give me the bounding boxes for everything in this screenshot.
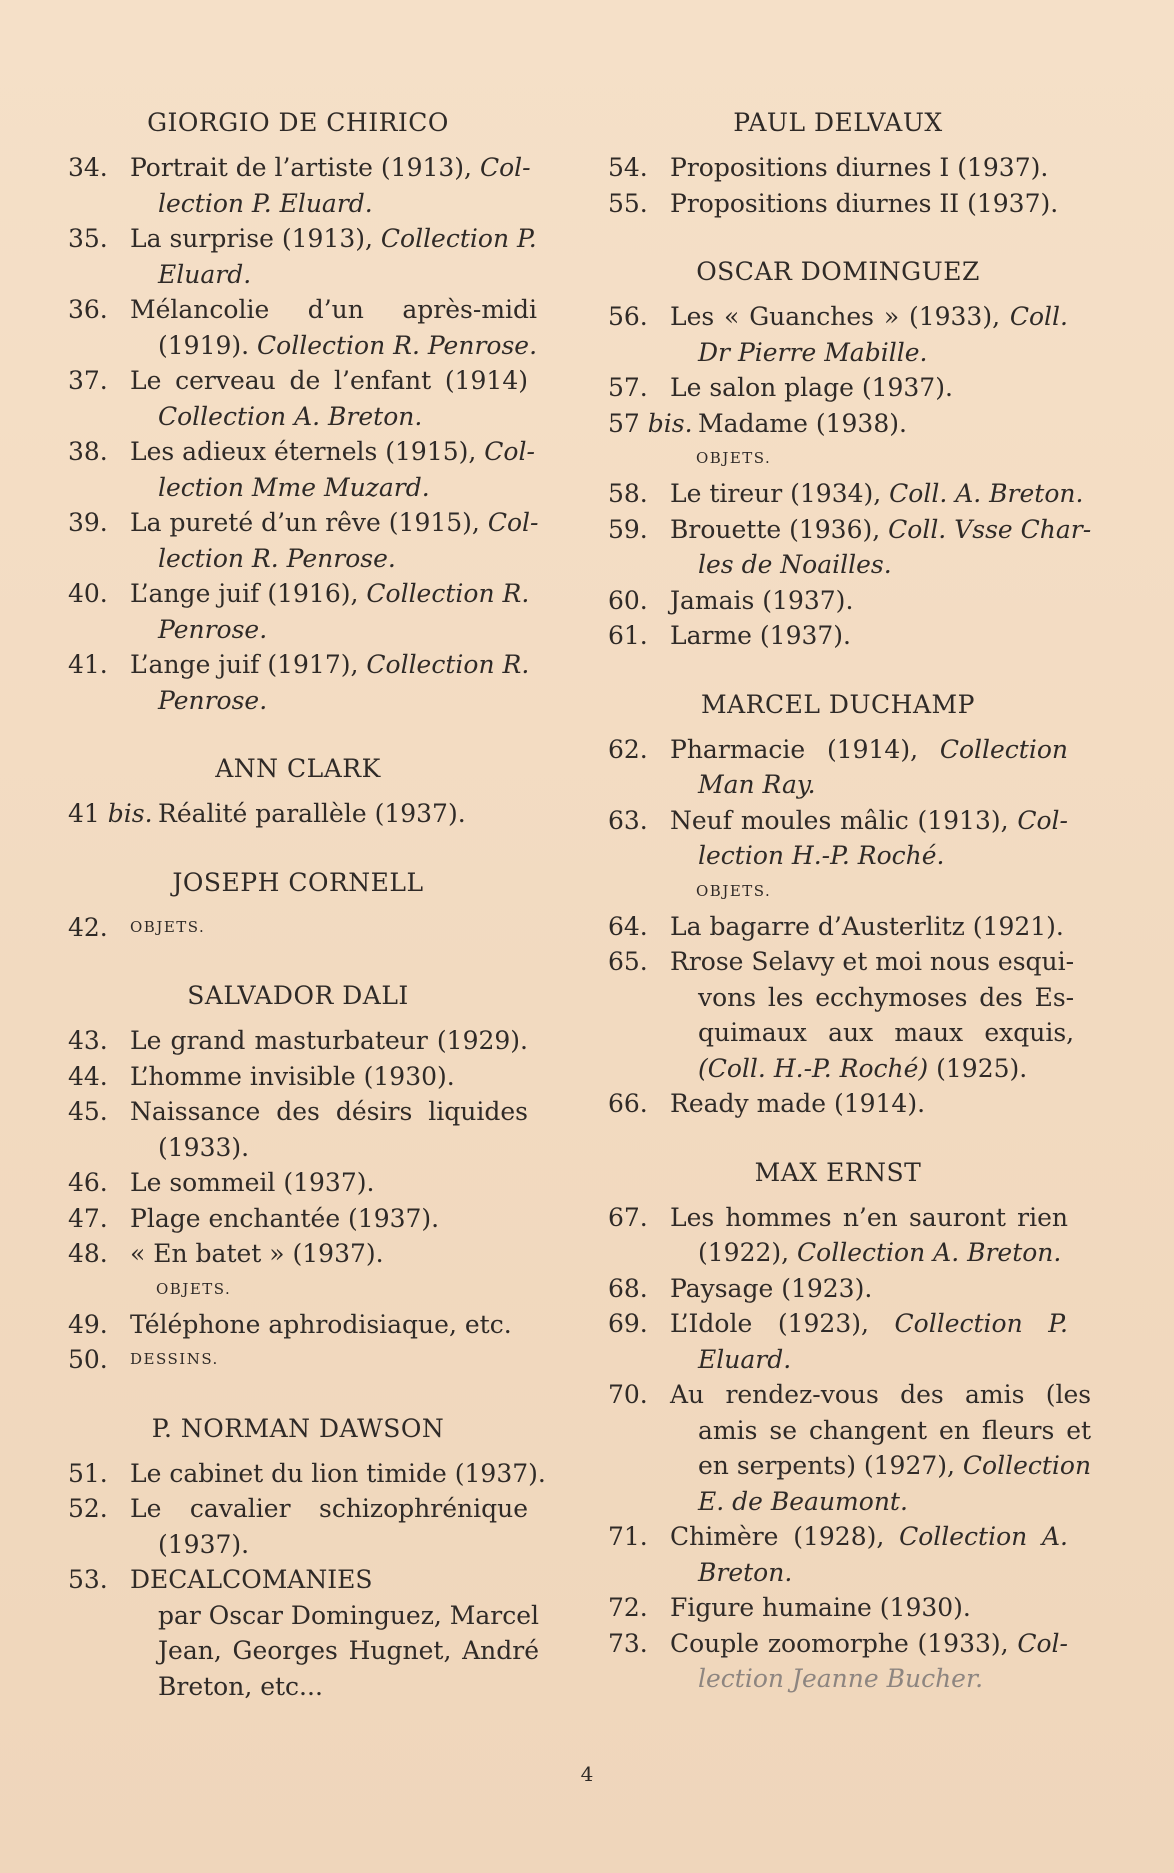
- right-column: [608, 108, 1092, 1697]
- left-column: [68, 108, 546, 1704]
- catalogue-entry: 44. L’homme invisible (1930).: [68, 1061, 455, 1091]
- catalogue-entry: 39. La pureté d’un rêve (1915), Col- lection R. Penrose.: [68, 505, 528, 576]
- catalogue-entry: 59. Brouette (1936), Coll. Vsse Char- les de Noailles.: [608, 514, 1092, 579]
- catalogue-entry: 52. Le cavalier schizophrénique (1937).: [68, 1494, 528, 1559]
- catalogue-entry: 69. L’Idole (1923), Collection P. Eluard.: [608, 1309, 1069, 1374]
- catalogue-entry: 41. L’ange juif (1917), Collection R. Penrose.: [68, 647, 528, 718]
- catalogue-entry: 72. Figure humaine (1930).: [608, 1593, 971, 1622]
- entry-number: 40.: [68, 579, 108, 608]
- catalogue-entry: 70. Au rendez-vous des amis (les amis se changent en fleurs et en serpents) (1927), Collection E. de Beaumont.: [608, 1380, 1092, 1516]
- catalogue-entry: 49. Téléphone aphrodisiaque, etc.: [68, 1309, 512, 1339]
- section-label: OBJETS.: [696, 881, 772, 900]
- catalogue-entry: 36. Mélancolie d’un après-midi (1919). Collection R. Penrose.: [68, 292, 528, 363]
- catalogue-entry: 68. Paysage (1923).: [608, 1273, 873, 1303]
- section-label: OBJETS.: [696, 449, 772, 467]
- artist-heading: JOSEPH CORNELL: [172, 867, 424, 897]
- catalogue-entry: 37. Le cerveau de l’enfant (1914) Collection A. Breton.: [68, 363, 528, 434]
- catalogue-entry: 41 bis. Réalité parallèle (1937).: [68, 796, 528, 832]
- artist-heading: MARCEL DUCHAMP: [701, 689, 975, 719]
- catalogue-entry: 50. DESSINS.: [68, 1345, 219, 1374]
- catalogue-entry: 53. DECALCOMANIES par Oscar Dominguez, Marcel Jean, Georges Hugnet, André Breton, etc...: [68, 1565, 540, 1701]
- catalogue-entry: 65. Rrose Selavy et moi nous esqui- vons les ecchymoses des Es- quimaux aux maux exquis, (Coll. H.-P. Roché) (1925).: [608, 947, 1075, 1083]
- section-label: OBJETS.: [156, 1279, 232, 1298]
- catalogue-entry: 51. Le cabinet du lion timide (1937).: [68, 1458, 546, 1488]
- catalogue-entry: 43. Le grand masturbateur (1929).: [68, 1026, 528, 1055]
- catalogue-entry: 67. Les hommes n’en sauront rien (1922), Collection A. Breton.: [608, 1202, 1068, 1267]
- catalogue-entry: 35. La surprise (1913), Collection P. Eluard.: [68, 221, 528, 292]
- artist-heading: OSCAR DOMINGUEZ: [696, 257, 980, 286]
- catalogue-entry: 71. Chimère (1928), Collection A. Breton.: [608, 1522, 1068, 1587]
- catalogue-entry: 38. Les adieux éternels (1915), Col- lection Mme Muzard.: [68, 434, 528, 505]
- catalogue-entry: 63. Neuf moules mâlic (1913), Col- lection H.-P. Roché.: [608, 805, 1068, 870]
- entry-number: 38.: [68, 437, 108, 466]
- entry-number: 41.: [68, 650, 108, 679]
- catalogue-entry: 56. Les « Guanches » (1933), Coll. Dr Pierre Mabille.: [608, 302, 1068, 367]
- catalogue-entry: 55. Propositions diurnes II (1937).: [608, 188, 1059, 218]
- catalogue-entry: 34. Portrait de l’artiste (1913), Col- lection P. Eluard.: [68, 150, 528, 221]
- entry-number: 39.: [68, 508, 108, 537]
- artist-heading: SALVADOR DALI: [187, 981, 409, 1010]
- catalogue-entry: 42. OBJETS.: [68, 910, 528, 946]
- catalogue-entry: 45. Naissance des désirs liquides (1933).: [68, 1097, 528, 1162]
- entry-number: 35.: [68, 224, 108, 253]
- catalogue-entry: 73. Couple zoomorphe (1933), Col- lection Jeanne Bucher.: [608, 1628, 1068, 1693]
- catalogue-entry: 58. Le tireur (1934), Coll. A. Breton.: [608, 479, 1084, 508]
- catalogue-entry: 48. « En batet » (1937).: [68, 1239, 384, 1268]
- entry-number: 42.: [68, 912, 108, 942]
- entry-number: 41 bis.: [68, 799, 153, 828]
- artist-heading: GIORGIO DE CHIRICO: [147, 108, 449, 137]
- catalogue-entry: 64. La bagarre d’Austerlitz (1921).: [608, 911, 1064, 941]
- artist-heading: ANN CLARK: [215, 754, 381, 783]
- catalogue-entry: 47. Plage enchantée (1937).: [68, 1203, 440, 1233]
- catalogue-entry: 54. Propositions diurnes I (1937).: [608, 153, 1049, 182]
- catalogue-entry: 60. Jamais (1937).: [608, 585, 854, 615]
- artist-heading: P. NORMAN DAWSON: [151, 1413, 445, 1443]
- catalogue-entry: 66. Ready made (1914).: [608, 1089, 926, 1118]
- catalogue-entry: 62. Pharmacie (1914), Collection Man Ray.: [608, 734, 1068, 799]
- artist-heading: MAX ERNST: [754, 1157, 922, 1187]
- catalogue-entry: 61. Larme (1937).: [608, 621, 851, 650]
- entry-number: 37.: [68, 366, 108, 395]
- entry-number: 34.: [68, 153, 108, 182]
- catalogue-entry: 46. Le sommeil (1937).: [68, 1168, 375, 1197]
- entry-number: 36.: [68, 295, 108, 324]
- catalogue-entry: 40. L’ange juif (1916), Collection R. Penrose.: [68, 576, 528, 647]
- catalogue-entry: 57. Le salon plage (1937).: [608, 373, 953, 402]
- artist-heading: PAUL DELVAUX: [733, 108, 943, 137]
- catalogue-entry: 57 bis. Madame (1938).: [608, 408, 907, 438]
- page-number: 4: [580, 1762, 594, 1786]
